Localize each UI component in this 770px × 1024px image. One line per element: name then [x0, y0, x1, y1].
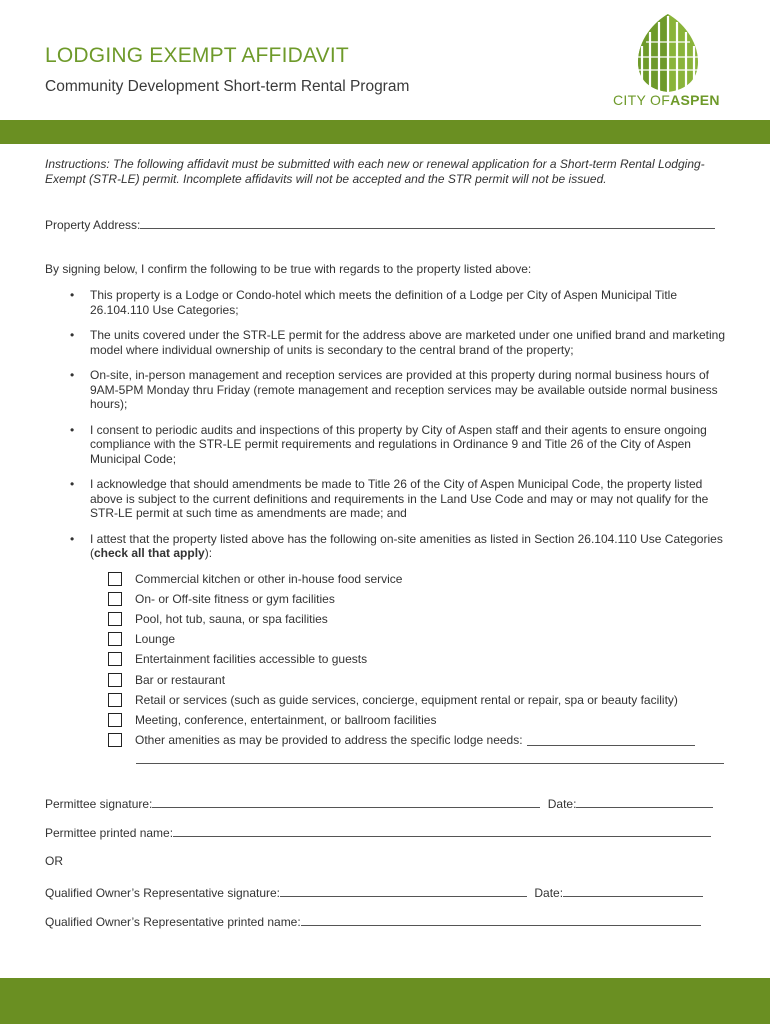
amenity-checkbox[interactable] [108, 693, 122, 707]
owner-rep-printed-name-field[interactable] [301, 913, 701, 926]
property-address-label: Property Address: [45, 218, 141, 232]
amenity-checkbox[interactable] [108, 612, 122, 626]
amenity-label: Commercial kitchen or other in-house food service [135, 572, 403, 587]
property-address-field[interactable] [140, 216, 715, 229]
list-item [70, 477, 730, 521]
or-separator: OR [45, 854, 63, 868]
bullet-icon: • [70, 477, 75, 491]
amenity-row [108, 690, 733, 710]
bullet-icon: • [70, 531, 75, 546]
amenity-row [108, 710, 733, 730]
owner-rep-signature-row [45, 884, 703, 900]
bullet-icon: • [70, 328, 75, 342]
list-item-text: I consent to periodic audits and inspections of this property by City of Aspen staff and their agents to ensure ongoing compliance with the STR-LE permit requirements and regulations in Ordinance 9 and Title 26 of the City of Aspen Municipal Code; [90, 422, 707, 466]
amenity-checkbox[interactable] [108, 713, 122, 727]
wordmark-bold: ASPEN [670, 92, 720, 108]
owner-rep-signature-label: Qualified Owner’s Representative signature: [45, 886, 281, 900]
wordmark-light: CITY OF [613, 92, 671, 108]
bullet-icon: • [70, 288, 75, 302]
list-item [70, 532, 730, 561]
amenity-label: Entertainment facilities accessible to guests [135, 652, 368, 667]
list-item [70, 368, 730, 412]
list-item-text: On-site, in-person management and reception services are provided at this property during normal business hours of 9AM-5PM Monday thru Friday (remote management and reception services may be available outside normal business hours); [90, 368, 718, 411]
amenity-label: Other amenities as may be provided to address the specific lodge needs: [135, 732, 523, 747]
amenity-row [108, 629, 733, 649]
owner-rep-printed-name-label: Qualified Owner’s Representative printed name: [45, 915, 301, 929]
amenity-row [108, 569, 733, 589]
city-of-aspen-wordmark [613, 92, 720, 108]
amenity-label: Retail or services (such as guide services, concierge, equipment rental or repair, spa or beauty facility) [135, 692, 678, 707]
list-item [70, 423, 730, 467]
permittee-printed-name-field[interactable] [173, 824, 711, 837]
amenity-label: Bar or restaurant [135, 672, 226, 687]
list-item-text [90, 532, 723, 561]
owner-rep-date-field[interactable] [563, 884, 703, 897]
owner-rep-printed-name-row [45, 913, 701, 929]
permittee-printed-name-label: Permittee printed name: [45, 826, 174, 840]
affirmation-list [70, 288, 730, 572]
permittee-printed-name-row [45, 824, 711, 840]
amenity-checkbox[interactable] [108, 592, 122, 606]
list-item [70, 328, 730, 357]
date-label: Date: [547, 797, 577, 811]
footer-band [0, 978, 770, 1024]
amenities-intro-suffix: ): [204, 546, 213, 560]
amenity-label: Meeting, conference, entertainment, or ballroom facilities [135, 712, 437, 727]
permittee-signature-field[interactable] [152, 795, 540, 808]
amenity-label: On- or Off-site fitness or gym facilities [135, 592, 335, 607]
amenity-row [108, 730, 733, 750]
list-item-text: The units covered under the STR-LE permit for the address above are marketed under one unified brand and marketing model where individual ownership of units is secondary to the central brand of the property; [90, 328, 726, 357]
amenity-checkbox[interactable] [108, 572, 122, 586]
other-amenities-field-continued[interactable] [136, 763, 724, 764]
amenity-row [108, 649, 733, 669]
amenities-intro-text: I attest that the property listed above has the following on-site amenities as listed in Section 26.104.110 Use Categories ( [90, 531, 723, 560]
list-item [70, 288, 730, 317]
list-item-text: This property is a Lodge or Condo-hotel which meets the definition of a Lodge per City of Aspen Municipal Title 26.104.110 Use Categories; [90, 288, 677, 317]
list-item-text: I acknowledge that should amendments be made to Title 26 of the City of Aspen Municipal Code, the property listed above is subject to the current definitions and requirements in the Land Use Code and may or may not qualify for the STR-LE permit at such time as amendments are made; and [90, 477, 709, 520]
amenity-row [108, 669, 733, 689]
bullet-icon: • [70, 422, 75, 437]
date-label: Date: [534, 886, 564, 900]
owner-rep-signature-field[interactable] [280, 884, 527, 897]
instructions-text: Instructions: The following affidavit must be submitted with each new or renewal application for a Short-term Rental Lodging-Exempt (STR-LE) permit. Incomplete affidavits will not be accepted and the STR permit will not be issued. [45, 157, 705, 186]
other-amenities-field[interactable] [527, 733, 695, 746]
permittee-signature-row [45, 795, 713, 811]
amenity-checkbox[interactable] [108, 733, 122, 747]
amenity-checkbox[interactable] [108, 632, 122, 646]
amenity-row [108, 609, 733, 629]
amenity-label: Pool, hot tub, sauna, or spa facilities [135, 612, 328, 627]
amenity-checkbox[interactable] [108, 673, 122, 687]
permittee-signature-label: Permittee signature: [45, 797, 153, 811]
header-band [0, 120, 770, 144]
permittee-date-field[interactable] [576, 795, 713, 808]
page-subtitle: Community Development Short-term Rental Program [45, 78, 410, 95]
confirmation-intro: By signing below, I confirm the following to be true with regards to the property listed above: [45, 262, 532, 276]
amenity-row [108, 589, 733, 609]
amenity-checkbox[interactable] [108, 652, 122, 666]
check-all-label: check all that apply [94, 546, 205, 560]
page-title: LODGING EXEMPT AFFIDAVIT [45, 44, 349, 67]
bullet-icon: • [70, 368, 75, 382]
amenities-checklist [108, 569, 733, 750]
amenity-label: Lounge [135, 632, 176, 647]
property-address-row [45, 216, 715, 232]
